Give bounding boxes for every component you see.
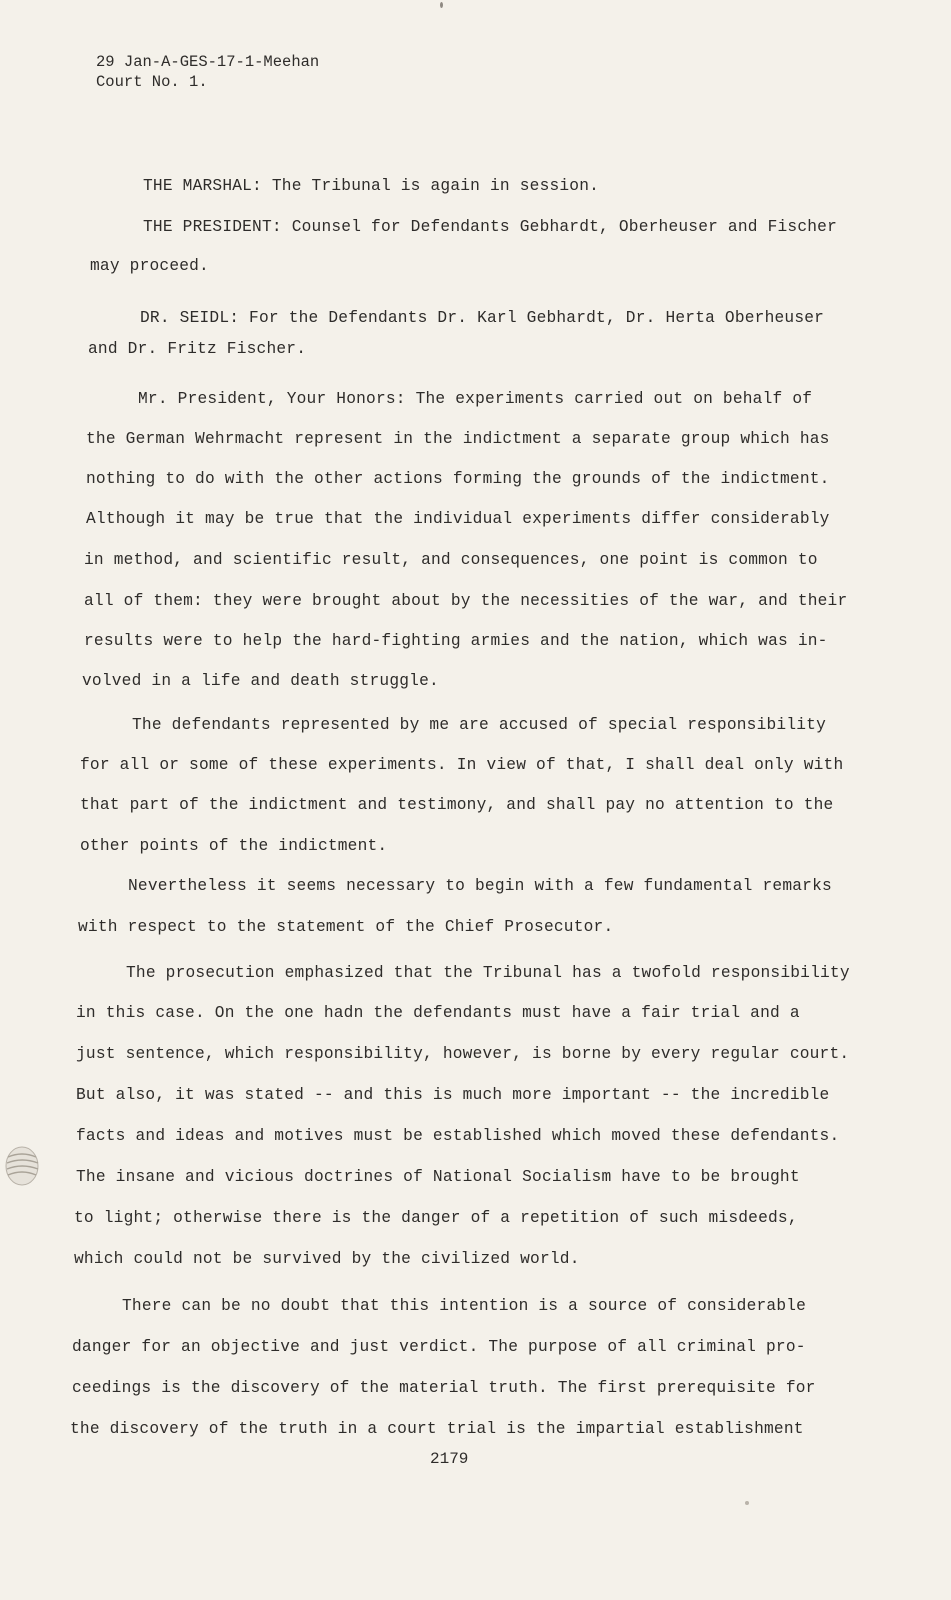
text-line: and Dr. Fritz Fischer. xyxy=(88,340,307,358)
text-line: facts and ideas and motives must be established which moved these defendants. xyxy=(76,1127,840,1145)
paper-speck xyxy=(745,1501,749,1505)
text-line: results were to help the hard-fighting armies and the nation, which was in- xyxy=(84,632,828,650)
text-line: The prosecution emphasized that the Tribunal has a twofold responsibility xyxy=(126,964,850,982)
text-line: which could not be survived by the civilized world. xyxy=(74,1250,580,1268)
text-line: in this case. On the one hadn the defendants must have a fair trial and a xyxy=(76,1004,800,1022)
paper-speck xyxy=(440,2,443,8)
header-docket: 29 Jan-A-GES-17-1-Meehan xyxy=(96,53,320,71)
text-line: may proceed. xyxy=(90,257,209,275)
text-line: The insane and vicious doctrines of National Socialism have to be brought xyxy=(76,1168,800,1186)
text-line: with respect to the statement of the Chief Prosecutor. xyxy=(78,918,614,936)
text-line: But also, it was stated -- and this is much more important -- the incredible xyxy=(76,1086,830,1104)
text-line: THE PRESIDENT: Counsel for Defendants Gebhardt, Oberheuser and Fischer xyxy=(143,218,837,236)
text-line: Nevertheless it seems necessary to begin with a few fundamental remarks xyxy=(128,877,832,895)
text-line: ceedings is the discovery of the material truth. The first prerequisite for xyxy=(72,1379,816,1397)
binding-string-icon xyxy=(2,1143,42,1189)
text-line: other points of the indictment. xyxy=(80,837,388,855)
text-line: just sentence, which responsibility, however, is borne by every regular court. xyxy=(76,1045,850,1063)
text-line: to light; otherwise there is the danger of a repetition of such misdeeds, xyxy=(74,1209,798,1227)
text-line: volved in a life and death struggle. xyxy=(82,672,439,690)
text-line: There can be no doubt that this intention is a source of considerable xyxy=(122,1297,807,1315)
text-line: the discovery of the truth in a court trial is the impartial establishment xyxy=(70,1420,804,1438)
text-line: DR. SEIDL: For the Defendants Dr. Karl Gebhardt, Dr. Herta Oberheuser xyxy=(140,309,825,327)
text-line: that part of the indictment and testimony, and shall pay no attention to the xyxy=(80,796,834,814)
text-line: nothing to do with the other actions forming the grounds of the indictment. xyxy=(86,470,830,488)
text-line: Mr. President, Your Honors: The experiments carried out on behalf of xyxy=(138,390,813,408)
header-court: Court No. 1. xyxy=(96,73,208,91)
text-line: danger for an objective and just verdict. The purpose of all criminal pro- xyxy=(72,1338,806,1356)
text-line: THE MARSHAL: The Tribunal is again in session. xyxy=(143,177,600,195)
text-line: all of them: they were brought about by the necessities of the war, and their xyxy=(84,592,848,610)
text-line: in method, and scientific result, and consequences, one point is common to xyxy=(84,551,818,569)
document-header xyxy=(96,52,319,92)
text-line: the German Wehrmacht represent in the indictment a separate group which has xyxy=(86,430,830,448)
text-line: The defendants represented by me are accused of special responsibility xyxy=(132,716,826,734)
page-number: 2179 xyxy=(430,1450,469,1468)
text-line: for all or some of these experiments. In view of that, I shall deal only with xyxy=(80,756,844,774)
text-line: Although it may be true that the individual experiments differ considerably xyxy=(86,510,830,528)
